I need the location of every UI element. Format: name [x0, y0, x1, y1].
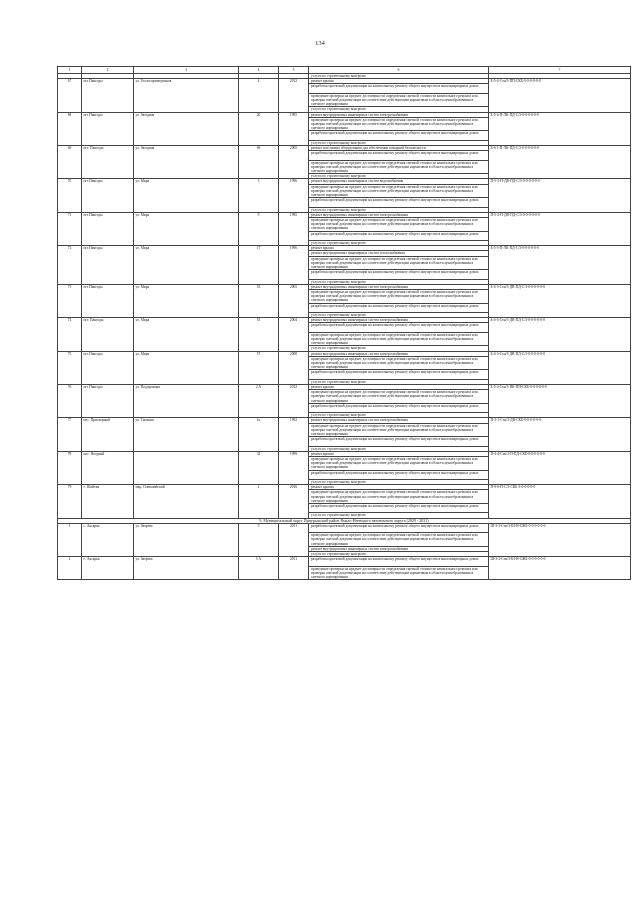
- work-type: разработка проектной документации на капитальному ремонту общего имущества в многоквартирных домах: [309, 437, 489, 446]
- work-type: ремонт внутридомовых инженерных систем теплоснабжения: [309, 251, 489, 256]
- work-type: услуги по строительному контролю: [309, 413, 489, 418]
- work-type: услуги по строительному контролю: [309, 313, 489, 318]
- table-row: [58, 418, 631, 423]
- row-number: 2: [58, 557, 82, 580]
- work-type: услуги по строительному контролю: [309, 140, 489, 145]
- house-number: 17: [239, 246, 279, 285]
- street: ул. Мира: [134, 179, 239, 212]
- work-type: проведение проверки на предмет достоверности определения сметной стоимости капитального ремонта или проверка сметной документации на соответствие действующим нормативам в области ценообразования в сметного нормирования: [309, 566, 489, 580]
- work-type: разработка проектной документации на капитальному ремонту общего имущества в многоквартирных домах: [309, 198, 489, 207]
- house-number: 3: [239, 179, 279, 212]
- street: ул. Мира: [134, 284, 239, 317]
- work-type: разработка проектной документации на капитальному ремонту общего имущества в многоквартирных домах: [309, 231, 489, 240]
- work-type: услуги по строительному контролю: [309, 379, 489, 384]
- table-row: [58, 351, 631, 356]
- build-year: 2012: [279, 79, 309, 112]
- house-code: П-9-6-П-С/3-СКБ-3-0-0-0-0-0: [489, 485, 631, 518]
- build-year: 2008: [279, 351, 309, 384]
- build-year: 2004: [279, 318, 309, 351]
- house-number: 1к: [239, 418, 279, 451]
- work-type: ремонт внутридомовых инженерных систем электроснабжения: [309, 112, 489, 117]
- work-type: проведение проверки на предмет достоверности определения сметной стоимости капитального ремонта или проверка сметной документации на соответствие действующим нормативам в области ценообразования в сметного нормирования: [309, 490, 489, 504]
- work-type: ремонт крыши: [309, 385, 489, 390]
- work-type: разработка проектной документации на капитальному ремонту общего имущества в многоквартирных домах: [309, 131, 489, 140]
- work-type: проведение проверки на предмет достоверности определения сметной стоимости капитального ремонта или проверка сметной документации на соответствие действующим нормативам в области ценообразования в сметного нормирования: [309, 184, 489, 198]
- repair-schedule-table: [57, 66, 631, 580]
- row-number: 1: [58, 523, 82, 556]
- house-code: Б-5-4-Стн/3-ПП-СКБ-0-0-0-0-0-0: [489, 79, 631, 112]
- work-type: ремонт внутридомовых инженерных систем электроснабжения: [309, 318, 489, 323]
- build-year: 1999: [279, 451, 309, 484]
- build-year: 2005: [279, 146, 309, 179]
- locality: пгт. Пангоды: [82, 146, 134, 179]
- table-row: [58, 146, 631, 151]
- street: ул. Подорожная: [134, 385, 239, 418]
- row-number: 78: [58, 451, 82, 484]
- work-type: разработка проектной документации на капитальному ремонту общего имущества в многоквартирных домах: [309, 403, 489, 412]
- build-year: 2011: [279, 523, 309, 556]
- street: ул. Мира: [134, 318, 239, 351]
- street: ул. Мира: [134, 246, 239, 285]
- work-type: ремонт внутридомовых инженерных систем электроснабжения: [309, 212, 489, 217]
- locality: пгт. Пангоды: [82, 318, 134, 351]
- header-cell-2: 2: [82, 67, 134, 74]
- header-row: [58, 67, 631, 74]
- table-row: [58, 212, 631, 217]
- locality: пгт.Пангоды: [82, 212, 134, 245]
- locality: пгт.Пангоды: [82, 112, 134, 145]
- work-type: разработка проектной документации на капитальному ремонту общего имущества в многоквартирных домах: [309, 470, 489, 479]
- house-code: Б-4-3-Стн/3-ДВ-ПД-С/3-0-0-0-0-0-0: [489, 351, 631, 384]
- table-row: [58, 179, 631, 184]
- build-year: 2012: [279, 385, 309, 418]
- house-number: 5: [239, 523, 279, 556]
- street: ул. Звездная: [134, 146, 239, 179]
- street: мкр. Олимпийский: [134, 485, 239, 518]
- table-row: [58, 284, 631, 289]
- row-number: 77: [58, 418, 82, 451]
- house-number: 55: [239, 318, 279, 351]
- work-type: проведение проверки на предмет достоверности определения сметной стоимости капитального ремонта или проверка сметной документации на соответствие действующим нормативам в области ценообразования в сметного нормирования: [309, 390, 489, 404]
- street: ул. Таежная: [134, 418, 239, 451]
- work-type: разработка проектной документации на капитальному ремонту общего имущества в многоквартирных домах: [309, 270, 489, 279]
- work-type: ремонт крыши: [309, 485, 489, 490]
- house-number: 5 А: [239, 557, 279, 580]
- house-number: 20: [239, 112, 279, 145]
- row-number: 71: [58, 212, 82, 245]
- work-type: разработка проектной документации на капитальному ремонту общего имущества в многоквартирных домах: [309, 370, 489, 379]
- work-type: проведение проверки на предмет достоверности определения сметной стоимости капитального ремонта или проверка сметной документации на соответствие действующим нормативам в области ценообразования в сметного нормирования: [309, 93, 489, 107]
- house-code: П-3-1-Стн/3-ДВ-СКБ-0-0-0-0-0-0: [489, 418, 631, 451]
- house-code: Б-4-3-Стн/3-ДВ-ПД-С/3-0-0-0-0-0-0: [489, 284, 631, 317]
- house-code: Ш-3-2-Стн/3-Ш-Н-СЖБ-0-0-0-0-0-0: [489, 557, 631, 580]
- house-number: 2: [239, 485, 279, 518]
- table-row: [58, 557, 631, 566]
- work-type: проведение проверки на предмет достоверности определения сметной стоимости капитального ремонта или проверка сметной документации на соответствие действующим нормативам в области ценообразования в сметного нормирования: [309, 256, 489, 270]
- section-title: 9. Муниципальный округ Приуральский район Ямало-Ненецкого автономного округа (2029 - 2031): [58, 518, 631, 523]
- street: ул. Мира: [134, 351, 239, 384]
- table-row: [58, 112, 631, 117]
- build-year: 1992: [279, 418, 309, 451]
- house-code: Б-6-1-П-ЛК-ПД-С/3-0-0-0-0-0-0: [489, 146, 631, 179]
- work-type: разработка проектной документации на капитальному ремонту общего имущества в многоквартирных домах: [309, 323, 489, 332]
- work-type: ремонт крыши: [309, 79, 489, 84]
- work-type: проведение проверки на предмет достоверности определения сметной стоимости капитального ремонта или проверка сметной документации на соответствие действующим нормативам в области ценообразования в сметного нормирования: [309, 356, 489, 370]
- work-type: услуги по строительному контролю: [309, 480, 489, 485]
- row-number: 79: [58, 485, 82, 518]
- row-number: 70: [58, 179, 82, 212]
- street: ул. Зверева: [134, 523, 239, 556]
- header-cell-5: 5: [279, 67, 309, 74]
- house-code: Б-4-3-Стн/3-ДВ-ПД-С/3-0-0-0-0-0-0: [489, 318, 631, 351]
- locality: с. Шайтан: [82, 485, 134, 518]
- row-number: 73: [58, 284, 82, 317]
- row-number: 75: [58, 351, 82, 384]
- house-code: Б-5-4-Стн/3-ПК-ПП-СКБ-0-0-0-0-0-0: [489, 385, 631, 418]
- table-row: [58, 318, 631, 323]
- house-number: 32: [239, 451, 279, 484]
- work-type: ремонт внутридомовых инженерных систем электроснабжения: [309, 351, 489, 356]
- work-type: разработка проектной документации на капитальному ремонту общего имущества в многоквартирных домах: [309, 523, 489, 532]
- work-type: услуги по строительному контролю: [309, 241, 489, 246]
- locality: пгт.Пангоды: [82, 351, 134, 384]
- street: ул. Зверева: [134, 557, 239, 580]
- work-type: разработка проектной документации на капитальному ремонту общего имущества в многоквартирных домах: [309, 151, 489, 160]
- row-number: 76: [58, 385, 82, 418]
- locality: с. Аксарка: [82, 557, 134, 580]
- work-type: проведение проверки на предмет достоверности определения сметной стоимости капитального ремонта или проверка сметной документации на соответствие действующим нормативам в области ценообразования в сметного нормирования: [309, 533, 489, 547]
- work-type: разработка проектной документации на капитальному ремонту общего имущества в многоквартирных домах: [309, 84, 489, 93]
- house-code: Ш-3-2-Стн/3-Ш-Н-СЖБ-0-0-0-0-0-0: [489, 523, 631, 556]
- work-type: проведение проверки на предмет достоверности определения сметной стоимости капитального ремонта или проверка сметной документации на соответствие действующим нормативам в области ценообразования в сметного нормирования: [309, 457, 489, 471]
- row-number: 74: [58, 318, 82, 351]
- work-type: услуги по строительному контролю: [309, 279, 489, 284]
- header-cell-4: 4: [239, 67, 279, 74]
- build-year: 1996: [279, 246, 309, 285]
- work-type: проведение проверки на предмет достоверности определения сметной стоимости капитального ремонта или проверка сметной документации на соответствие действующим нормативам в области ценообразования в сметного нормирования: [309, 117, 489, 131]
- header-cell-7: 7: [489, 67, 631, 74]
- work-type: услуги по строительному контролю: [309, 207, 489, 212]
- row-number: 69: [58, 146, 82, 179]
- page-number: 134: [315, 40, 325, 47]
- street: [134, 451, 239, 484]
- build-year: 1995: [279, 212, 309, 245]
- house-number: 9: [239, 212, 279, 245]
- header-cell-6: 6: [309, 67, 489, 74]
- work-type: ремонт или замена оборудования для обеспечения пожарной безопасности: [309, 146, 489, 151]
- locality: пос. Ягодный: [82, 451, 134, 484]
- house-code: Б-5-4-П-ЛК-ПД-С/3-0-0-0-0-0-0: [489, 112, 631, 145]
- work-type: проведение проверки на предмет достоверности определения сметной стоимости капитального ремонта или проверка сметной документации на соответствие действующим нормативам в области ценообразования в сметного нормирования: [309, 290, 489, 304]
- work-type: услуги по строительному контролю: [309, 107, 489, 112]
- house-number: 4: [239, 79, 279, 112]
- work-type: ремонт внутридомовых инженерных систем водоснабжения: [309, 179, 489, 184]
- work-type: проведение проверки на предмет достоверности определения сметной стоимости капитального ремонта или проверка сметной документации на соответствие действующим нормативам в области ценообразования в сметного нормирования: [309, 160, 489, 174]
- street: ул. Геологоразведчиков: [134, 79, 239, 112]
- locality: пгт.Пангоды: [82, 284, 134, 317]
- house-number: 2 А: [239, 385, 279, 418]
- work-type: разработка проектной документации на капитальному ремонту общего имущества в многоквартирных домах: [309, 303, 489, 312]
- work-type: ремонт внутридомовых инженерных систем электроснабжения: [309, 418, 489, 423]
- street: ул. Мира: [134, 212, 239, 245]
- house-code: П-4-4-Стн/3-П-ПД-СКБ-0-0-0-0-0-0: [489, 451, 631, 484]
- header-cell-3: 3: [134, 67, 239, 74]
- locality: пгт.Пангоды: [82, 385, 134, 418]
- work-type: проведение проверки на предмет достоверности определения сметной стоимости капитального ремонта или проверка сметной документации на соответствие действующим нормативам в области ценообразования в сметного нормирования: [309, 423, 489, 437]
- build-year: 1995: [279, 112, 309, 145]
- work-type: ремонт крыши: [309, 246, 489, 251]
- house-code: П-5-2-П-ДВ-ПД-С/3-0-0-0-0-0-0: [489, 212, 631, 245]
- work-type: ремонт внутридомовых инженерных систем электроснабжения: [309, 546, 489, 551]
- locality: пгт.Пангоды: [82, 79, 134, 112]
- work-type: услуги по строительному контролю: [309, 446, 489, 451]
- build-year: 2011: [279, 557, 309, 580]
- work-type: услуги по строительному контролю: [309, 552, 489, 557]
- locality: пгт.Пангоды: [82, 246, 134, 285]
- locality: пгт.Пангоды: [82, 179, 134, 212]
- work-type: услуги по строительному контролю: [309, 74, 489, 79]
- work-type: проведение проверки на предмет достоверности определения сметной стоимости капитального ремонта или проверка сметной документации на соответствие действующим нормативам в области ценообразования в сметного нормирования: [309, 332, 489, 346]
- work-type: разработка проектной документации на капитальному ремонту общего имущества в многоквартирных домах: [309, 504, 489, 513]
- build-year: 2016: [279, 485, 309, 518]
- work-type: услуги по строительному контролю: [309, 346, 489, 351]
- house-code: Б-5-3-П-ЛК-ПД-С/3-0-0-0-0-0-0: [489, 246, 631, 285]
- house-number: 53: [239, 284, 279, 317]
- work-type: ремонт внутридомовых инженерных систем электроснабжения: [309, 284, 489, 289]
- row-number: 68: [58, 112, 82, 145]
- build-year: 1996: [279, 179, 309, 212]
- row-number: 67: [58, 79, 82, 112]
- work-type: услуги по строительному контролю: [309, 174, 489, 179]
- row-number: 72: [58, 246, 82, 285]
- street: ул. Звездная: [134, 112, 239, 145]
- work-type: проведение проверки на предмет достоверности определения сметной стоимости капитального ремонта или проверка сметной документации на соответствие действующим нормативам в области ценообразования в сметного нормирования: [309, 218, 489, 232]
- work-type: ремонт крыши: [309, 451, 489, 456]
- table-row: [58, 523, 631, 532]
- house-code: П-5-2-П-ДВ-ПД-С/3-0-0-0-0-0-0: [489, 179, 631, 212]
- work-type: разработка проектной документации на капитальному ремонту общего имущества в многоквартирных домах: [309, 557, 489, 566]
- build-year: 2005: [279, 284, 309, 317]
- header-cell-1: 1: [58, 67, 82, 74]
- locality: с. Аксарка: [82, 523, 134, 556]
- house-number: 57: [239, 351, 279, 384]
- locality: пос. Приозерный: [82, 418, 134, 451]
- house-number: 69: [239, 146, 279, 179]
- work-type: услуги по строительному контролю: [309, 513, 489, 518]
